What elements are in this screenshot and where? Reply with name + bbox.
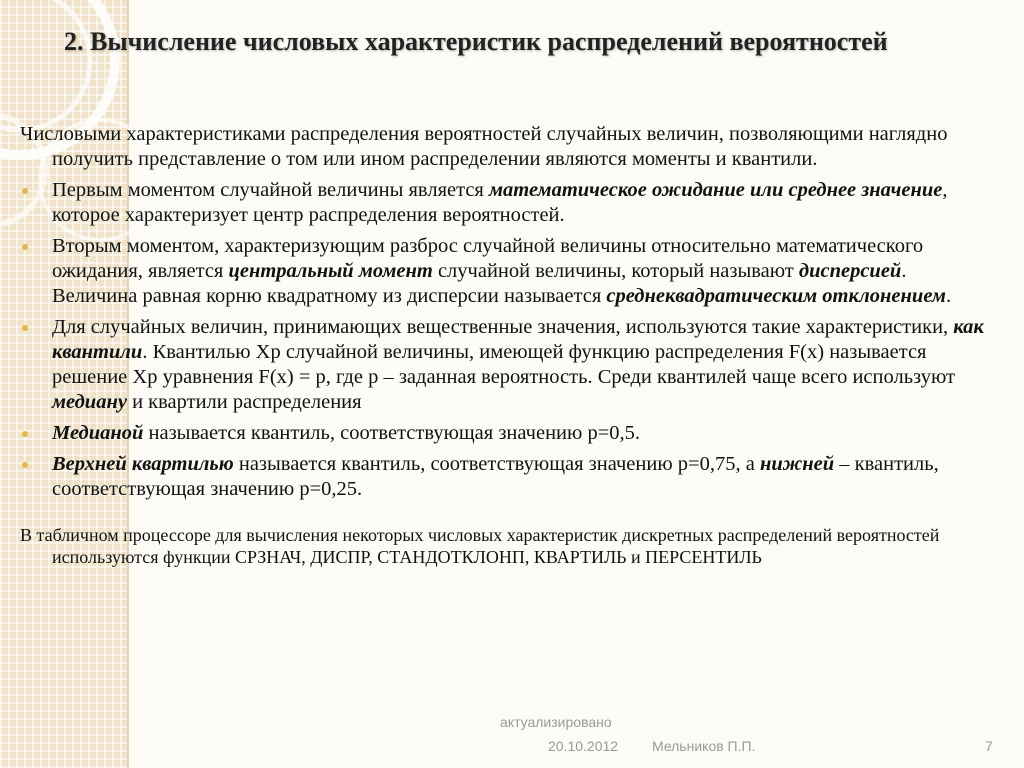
bullet-text: Для случайных величин, принимающих вещественные значения, используются такие характеристики,	[52, 316, 954, 338]
bullet-item	[20, 452, 995, 502]
bullet-text: . Величина равная корню квадратному из дисперсии называется	[52, 260, 907, 307]
bullet-dot-icon	[22, 244, 28, 250]
bullet-item	[20, 234, 995, 309]
bullet-text: и квартили распределения	[126, 391, 362, 413]
bullet-item	[20, 178, 995, 228]
footer-date: 20.10.2012	[548, 738, 619, 754]
bullet-item	[20, 315, 995, 415]
bullet-text: случайной величины, который называют	[432, 260, 799, 282]
footer-label: актуализировано	[500, 714, 612, 730]
bullet-dot-icon	[22, 188, 28, 194]
emphasized-term: среднеквадратическим отклонением	[606, 285, 946, 307]
closing-paragraph: В табличном процессоре для вычисления некоторых числовых характеристик дискретных распределений вероятностей используются функции СРЗНАЧ, ДИСПР, СТАНДОТКЛОНП, КВАРТИЛЬ и ПЕРСЕНТИЛЬ	[20, 525, 940, 567]
bullet-text: Первым моментом случайной величины является	[52, 179, 489, 201]
slide-body	[20, 122, 995, 586]
emphasized-term: дисперсией	[798, 260, 902, 282]
bullet-text: – квантиль, соответствующая значению p=0,25.	[52, 453, 939, 500]
bullet-dot-icon	[22, 431, 28, 437]
bullet-dot-icon	[22, 325, 28, 331]
emphasized-term: медиану	[52, 391, 127, 413]
emphasized-term: нижней	[759, 453, 835, 475]
emphasized-term: как квантили	[52, 316, 984, 363]
bullet-text: называется квантиль, соответствующая значению p=0,5.	[143, 422, 641, 444]
bullet-dot-icon	[22, 462, 28, 468]
slide-footer	[0, 708, 1024, 768]
slide-title: 2. Вычисление числовых характеристик распределений вероятностей	[64, 27, 888, 56]
emphasized-term: Медианой	[52, 422, 144, 444]
footer-author: Мельников П.П.	[652, 738, 756, 754]
emphasized-term: математическое ожидание или среднее значение	[488, 179, 943, 201]
bullet-text: , которое характеризует центр распределения вероятностей.	[52, 179, 948, 226]
emphasized-term: центральный момент	[228, 260, 433, 282]
bullet-text: .	[945, 285, 952, 307]
bullet-text: называется квантиль, соответствующая значению p=0,75, а	[233, 453, 760, 475]
page-number: 7	[985, 738, 993, 754]
intro-paragraph: Числовыми характеристиками распределения вероятностей случайных величин, позволяющими наглядно получить представление о том или ином распределении являются моменты и квантили.	[20, 123, 948, 170]
bullet-list	[20, 178, 995, 502]
emphasized-term: Верхней квартилью	[52, 453, 234, 475]
bullet-item	[20, 421, 995, 446]
bullet-text: . Квантилью Хр случайной величины, имеющей функцию распределения F(x) называется решение Хр уравнения F(x) = p, где p – заданная вероятность. Среди квантилей чаще всего используют	[52, 341, 955, 388]
bullet-text: Вторым моментом, характеризующим разброс случайной величины относительно математического ожидания, является	[52, 235, 924, 282]
